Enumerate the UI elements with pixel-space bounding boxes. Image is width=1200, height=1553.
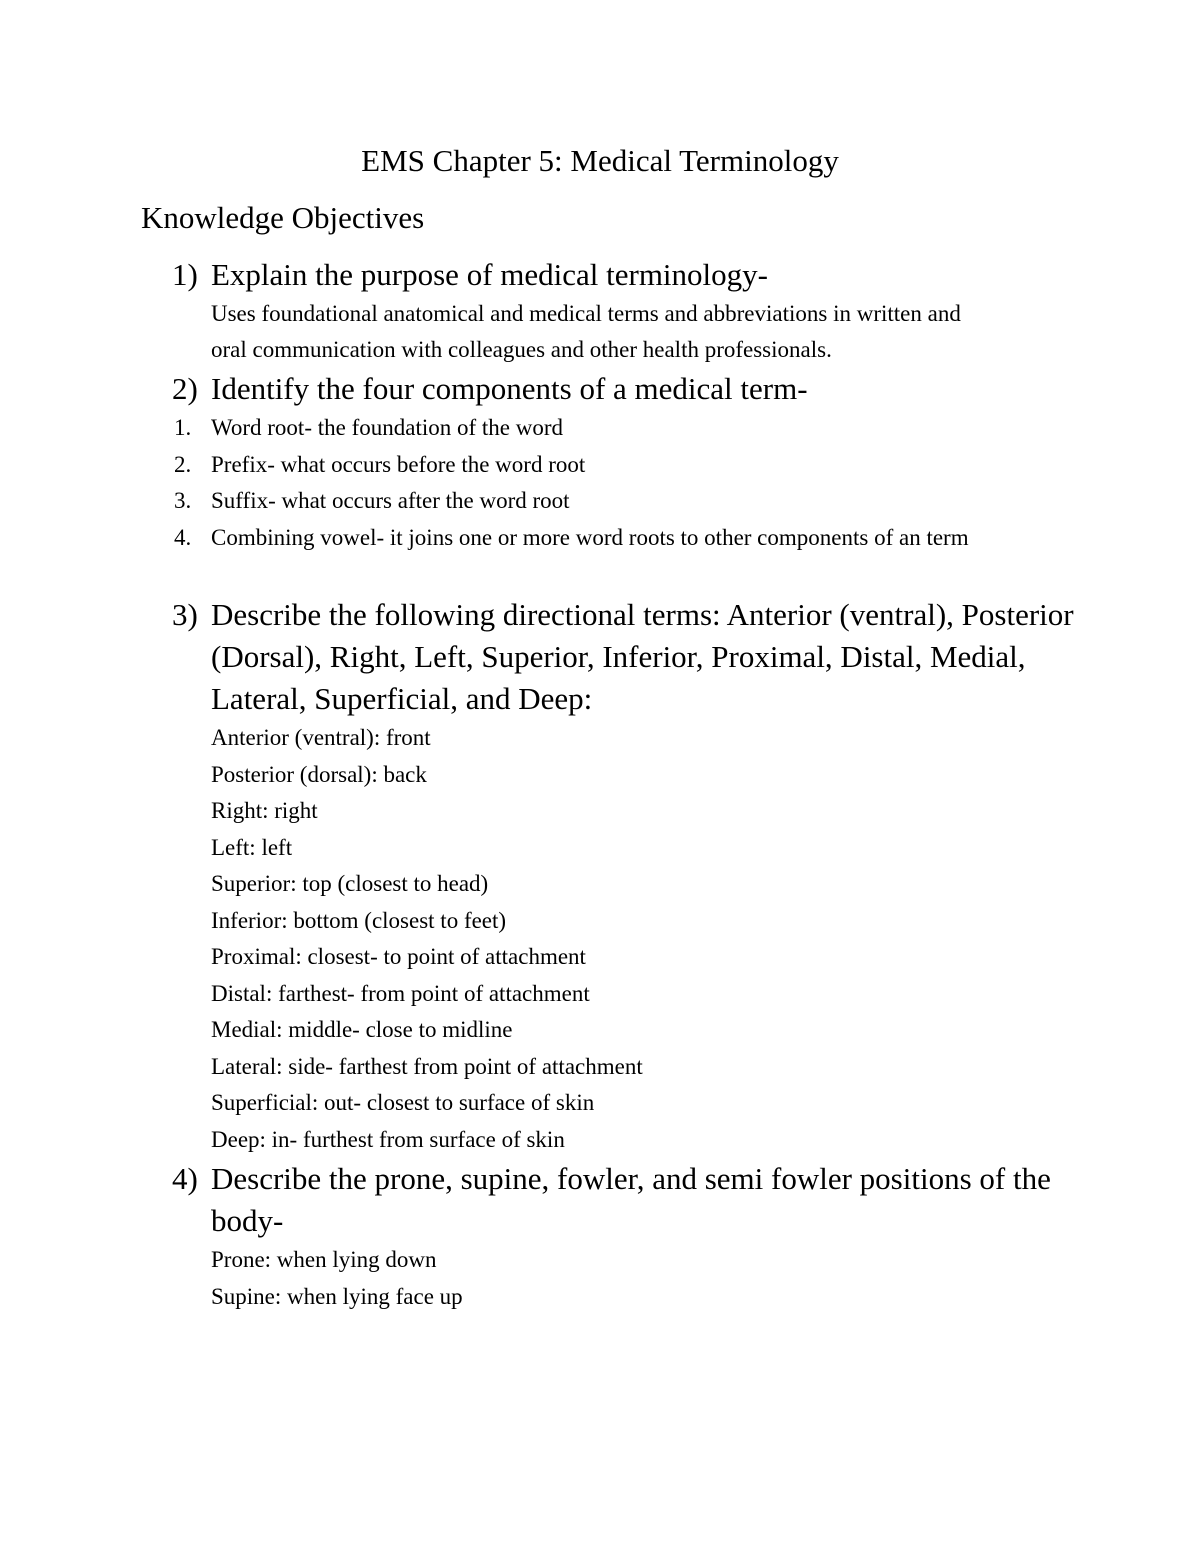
objective-number: 3) (172, 597, 198, 632)
term-definition: Deep: in- furthest from surface of skin (211, 1126, 565, 1152)
list-item-text: Word root- the foundation of the word (211, 415, 564, 440)
list-item-number: 2. (174, 451, 192, 477)
objective-3 (0, 594, 1200, 720)
term-definition: Distal: farthest- from point of attachment (211, 980, 590, 1006)
term-definition: Posterior (dorsal): back (211, 761, 427, 787)
term-definition: Inferior: bottom (closest to feet) (211, 907, 507, 933)
objective-1 (0, 254, 1200, 296)
objective-text: Identify the four components of a medical term- (211, 371, 808, 406)
list-item (0, 520, 1200, 557)
objective-number: 1) (172, 257, 198, 292)
term-definition: Medial: middle- close to midline (211, 1017, 513, 1042)
objective-answer: Uses foundational anatomical and medical terms and abbreviations in written and oral communication with colleagues and other health professionals. (211, 301, 961, 362)
term-definition: Superficial: out- closest to surface of skin (211, 1090, 595, 1115)
objective-text: Describe the following directional terms: Anterior (ventral), Posterior (Dorsal), Right, Left, Superior, Inferior, Proximal, Distal, Medial, Lateral, Superficial, and Deep: (211, 597, 1074, 716)
list-item-number: 4. (174, 524, 192, 550)
objective-4 (0, 1158, 1200, 1242)
term-definition: Right: right (211, 798, 318, 823)
section-heading: Knowledge Objectives (141, 200, 425, 235)
term-definition: Superior: top (closest to head) (211, 871, 489, 896)
term-definition: Proximal: closest- to point of attachment (211, 944, 586, 969)
term-definition: Lateral: side- farthest from point of attachment (211, 1053, 643, 1079)
components-list (0, 410, 1200, 556)
objective-number: 4) (172, 1161, 198, 1196)
list-item-number: 3. (174, 488, 192, 513)
term-definition: Left: left (211, 834, 293, 860)
objective-text: Explain the purpose of medical terminology- (211, 257, 768, 292)
position-definition: Supine: when lying face up (211, 1283, 463, 1309)
objective-2 (0, 368, 1200, 410)
list-item-number: 1. (174, 415, 192, 440)
list-item (0, 410, 1200, 447)
list-item-text: Suffix- what occurs after the word root (211, 488, 570, 513)
objective-number: 2) (172, 371, 198, 406)
term-definition: Anterior (ventral): front (211, 725, 431, 750)
list-item (0, 447, 1200, 484)
list-item-text: Prefix- what occurs before the word root (211, 451, 586, 477)
list-item-text: Combining vowel- it joins one or more word roots to other components of an term (211, 524, 969, 550)
position-definition: Prone: when lying down (211, 1247, 437, 1272)
list-item (0, 483, 1200, 520)
objective-text: Describe the prone, supine, fowler, and semi fowler positions of the body- (211, 1161, 1051, 1238)
page-title: EMS Chapter 5: Medical Terminology (361, 143, 839, 178)
objectives-list (0, 254, 1200, 1315)
